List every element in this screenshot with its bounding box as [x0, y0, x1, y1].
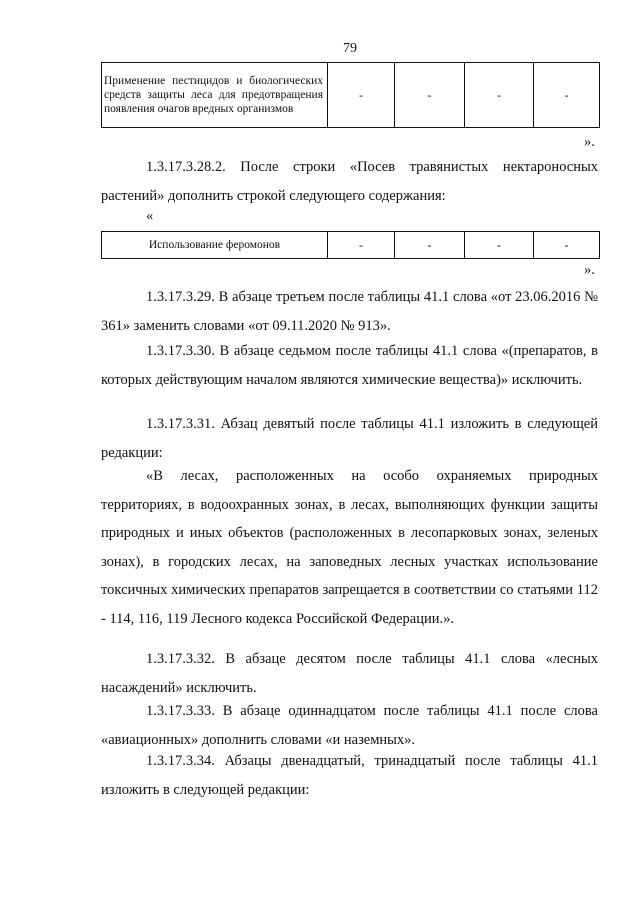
- paragraph-item-1-3-17-3-34: 1.3.17.3.34. Абзацы двенадцатый, тринадцатый после таблицы 41.1 изложить в следующей редакции:: [101, 753, 598, 798]
- table-cell-value: -: [465, 232, 534, 259]
- table-cell-value: -: [534, 63, 600, 128]
- closing-quote-mark: ».: [584, 134, 595, 150]
- opening-quote-mark: «: [146, 208, 154, 224]
- paragraph-item-1-3-17-3-31: 1.3.17.3.31. Абзац девятый после таблицы 41.1 изложить в следующей редакции:: [101, 416, 598, 461]
- paragraph-item-1-3-17-3-30: 1.3.17.3.30. В абзаце седьмом после таблицы 41.1 слова «(препаратов, в которых действующим началом являются химические вещества)» исключить.: [101, 343, 598, 388]
- table-cell-value: -: [395, 232, 465, 259]
- table-row: [102, 63, 600, 128]
- table-cell-value: -: [328, 63, 395, 128]
- table-cell-activity: Использование феромонов: [102, 232, 328, 259]
- paragraph-item-1-3-17-3-29: 1.3.17.3.29. В абзаце третьем после таблицы 41.1 слова «от 23.06.2016 № 361» заменить словами «от 09.11.2020 № 913».: [101, 289, 598, 334]
- continuation-table: [101, 62, 600, 128]
- page-number: 79: [343, 41, 357, 56]
- paragraph-quoted-text: «В лесах, расположенных на особо охраняемых природных территориях, в водоохранных зонах, в лесах, выполняющих функции защиты природных и иных объектов (расположенных в лесопарковых зонах, зеленых зонах), в городских лесах, на заповедных лесных участках использование токсичных химических препаратов запрещается в соответствии со статьями 112 - 114, 116, 119 Лесного кодекса Российской Федерации.».: [101, 468, 598, 627]
- table-cell-activity: Применение пестицидов и биологических средств защиты леса для предотвращения появления очагов вредных организмов: [102, 63, 328, 128]
- table-row: [102, 232, 600, 259]
- table-cell-value: -: [328, 232, 395, 259]
- paragraph-item-1-3-17-3-32: 1.3.17.3.32. В абзаце десятом после таблицы 41.1 слова «лесных насаждений» исключить.: [101, 651, 598, 696]
- table-cell-value: -: [465, 63, 534, 128]
- table-cell-value: -: [534, 232, 600, 259]
- inserted-table: [101, 231, 600, 259]
- paragraph-item-1-3-17-3-33: 1.3.17.3.33. В абзаце одиннадцатом после таблицы 41.1 после слова «авиационных» дополнить словами «и наземных».: [101, 703, 598, 748]
- paragraph-item-1-3-17-3-28-2: 1.3.17.3.28.2. После строки «Посев травянистых нектароносных растений» дополнить строкой следующего содержания:: [101, 159, 598, 204]
- closing-quote-mark: ».: [584, 262, 595, 278]
- table-cell-value: -: [395, 63, 465, 128]
